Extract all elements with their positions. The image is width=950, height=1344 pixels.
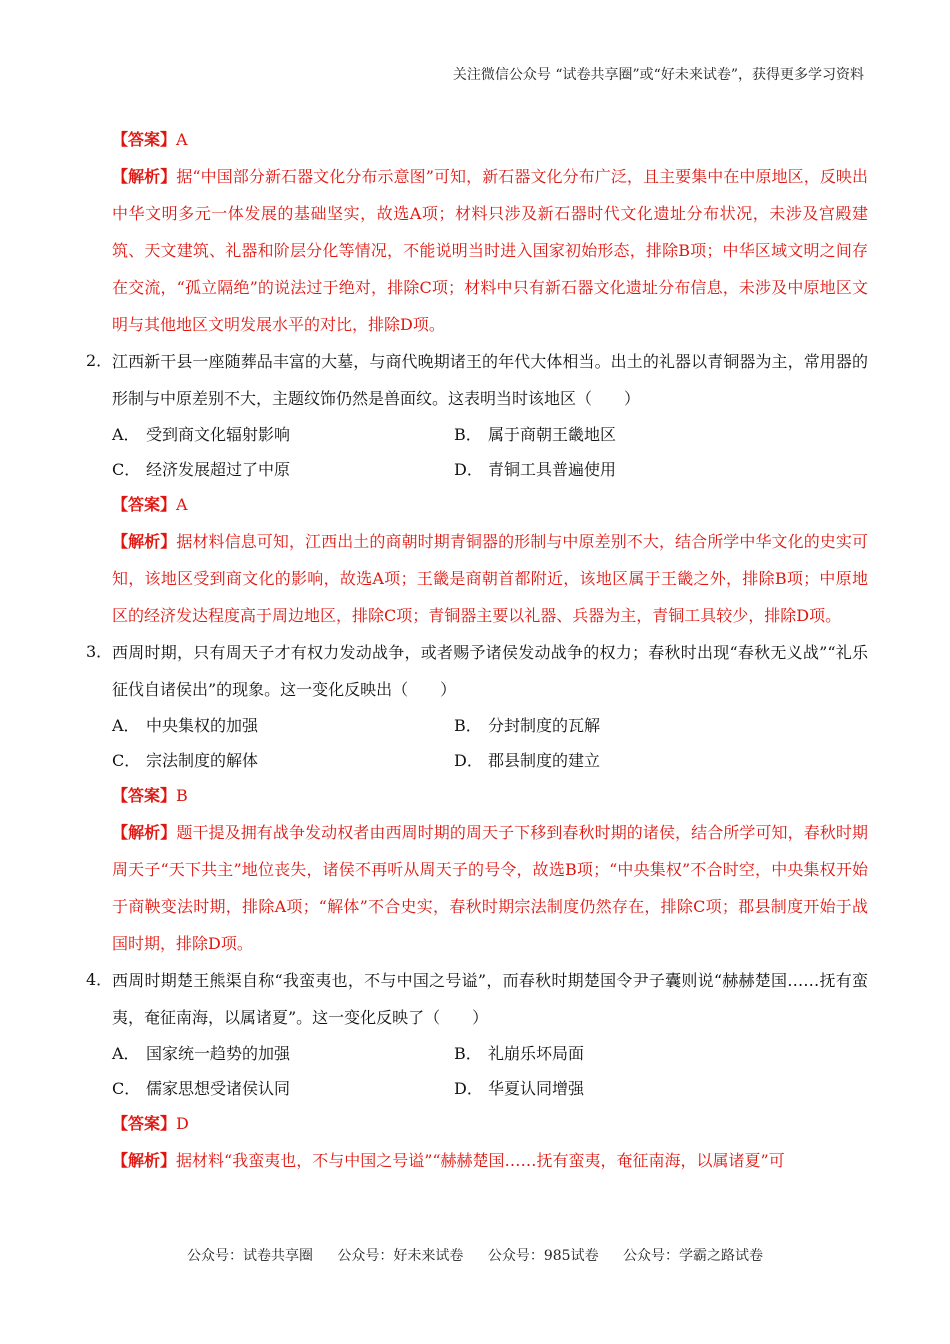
answer-line [86, 487, 868, 523]
answer-label: 【答案】 [112, 130, 177, 149]
option-d: D． 青铜工具普遍使用 [454, 460, 617, 479]
option-c: C． 儒家思想受诸侯认同 [112, 1079, 291, 1098]
page-footer [0, 1245, 950, 1265]
explanation [86, 1142, 868, 1179]
answer-label: 【答案】 [112, 495, 177, 514]
answer-line [86, 778, 868, 814]
explanation-label: 【解析】 [112, 823, 177, 842]
explanation [86, 158, 868, 343]
document-body [86, 122, 868, 1179]
option-a: A． 国家统一趋势的加强 [112, 1044, 291, 1063]
page-header: 关注微信公众号 “试卷共享圈”或“好未来试卷”，获得更多学习资料 [452, 67, 864, 83]
question-stem: 西周时期，只有周天子才有权力发动战争，或者赐予诸侯发动战争的权力；春秋时出现“春秋无义战”“礼乐征伐自诸侯出”的现象。这一变化反映出（ ） [112, 643, 868, 699]
question-number: 4． [86, 970, 113, 989]
option-b: B． 属于商朝王畿地区 [454, 425, 617, 444]
footer-item: 公众号：试卷共享圈 [186, 1248, 313, 1264]
question-stem: 西周时期楚王熊渠自称“我蛮夷也，不与中国之号谥”，而春秋时期楚国令尹子囊则说“赫赫楚国……抚有蛮夷，奄征南海，以属诸夏”。这一变化反映了（ ） [112, 971, 868, 1027]
question-number: 3． [86, 642, 113, 661]
option-d: D． 郡县制度的建立 [454, 751, 601, 770]
option-d: D． 华夏认同增强 [454, 1079, 585, 1098]
explanation [86, 814, 868, 962]
question-stem: 江西新干县一座随葬品丰富的大墓，与商代晚期诸王的年代大体相当。出土的礼器以青铜器为主，常用器的形制与中原差别不大，主题纹饰仍然是兽面纹。这表明当时该地区（ ） [112, 352, 868, 408]
option-b: B． 分封制度的瓦解 [454, 716, 601, 735]
answer-value: A [176, 495, 188, 514]
options-grid [86, 417, 868, 487]
explanation-text: 据材料信息可知，江西出土的商朝时期青铜器的形制与中原差别不大，结合所学中华文化的史实可知，该地区受到商文化的影响，故选A项；王畿是商朝首都附近，该地区属于王畿之外，排除B项；中原地区的经济发达程度高于周边地区，排除C项；青铜器主要以礼器、兵器为主，青铜工具较少，排除D项。 [112, 532, 868, 625]
option-c: C． 经济发展超过了中原 [112, 460, 291, 479]
option-a: A． 受到商文化辐射影响 [112, 425, 291, 444]
option-a: A． 中央集权的加强 [112, 716, 259, 735]
explanation-text: 题干提及拥有战争发动权者由西周时期的周天子下移到春秋时期的诸侯，结合所学可知，春秋时期周天子“天下共主”地位丧失，诸侯不再听从周天子的号令，故选B项；“中央集权”不合时空，中央集权开始于商鞅变法时期，排除A项；“解体”不合史实，春秋时期宗法制度仍然存在，排除C项；郡县制度开始于战国时期，排除D项。 [112, 823, 868, 953]
option-c: C． 宗法制度的解体 [112, 751, 259, 770]
question-4 [86, 962, 868, 1036]
footer-item: 公众号：好未来试卷 [337, 1248, 464, 1264]
answer-line [86, 1106, 868, 1142]
option-b: B． 礼崩乐坏局面 [454, 1044, 585, 1063]
answer-value: D [176, 1114, 189, 1133]
options-grid [86, 708, 868, 778]
explanation-text: 据材料“我蛮夷也，不与中国之号谥”“赫赫楚国……抚有蛮夷，奄征南海，以属诸夏”可 [176, 1151, 785, 1170]
options-grid [86, 1036, 868, 1106]
question-3 [86, 634, 868, 708]
explanation-text: 据“中国部分新石器文化分布示意图”可知，新石器文化分布广泛，且主要集中在中原地区，反映出中华文明多元一体发展的基础坚实，故选A项；材料只涉及新石器时代文化遗址分布状况，未涉及宫殿建筑、天文建筑、礼器和阶层分化等情况，不能说明当时进入国家初始形态，排除B项；中华区域文明之间存在交流，“孤立隔绝”的说法过于绝对，排除C项；材料中只有新石器文化遗址分布信息，未涉及中原地区文明与其他地区文明发展水平的对比，排除D项。 [112, 167, 868, 334]
explanation [86, 523, 868, 634]
question-number: 2． [86, 351, 113, 370]
answer-value: B [176, 786, 188, 805]
explanation-label: 【解析】 [112, 1151, 177, 1170]
question-2 [86, 343, 868, 417]
footer-item: 公众号：学霸之路试卷 [623, 1248, 764, 1264]
explanation-label: 【解析】 [112, 532, 177, 551]
answer-value: A [176, 130, 188, 149]
explanation-label: 【解析】 [112, 167, 177, 186]
footer-item: 公众号：985试卷 [487, 1248, 599, 1264]
answer-label: 【答案】 [112, 786, 177, 805]
answer-line [86, 122, 868, 158]
answer-label: 【答案】 [112, 1114, 177, 1133]
